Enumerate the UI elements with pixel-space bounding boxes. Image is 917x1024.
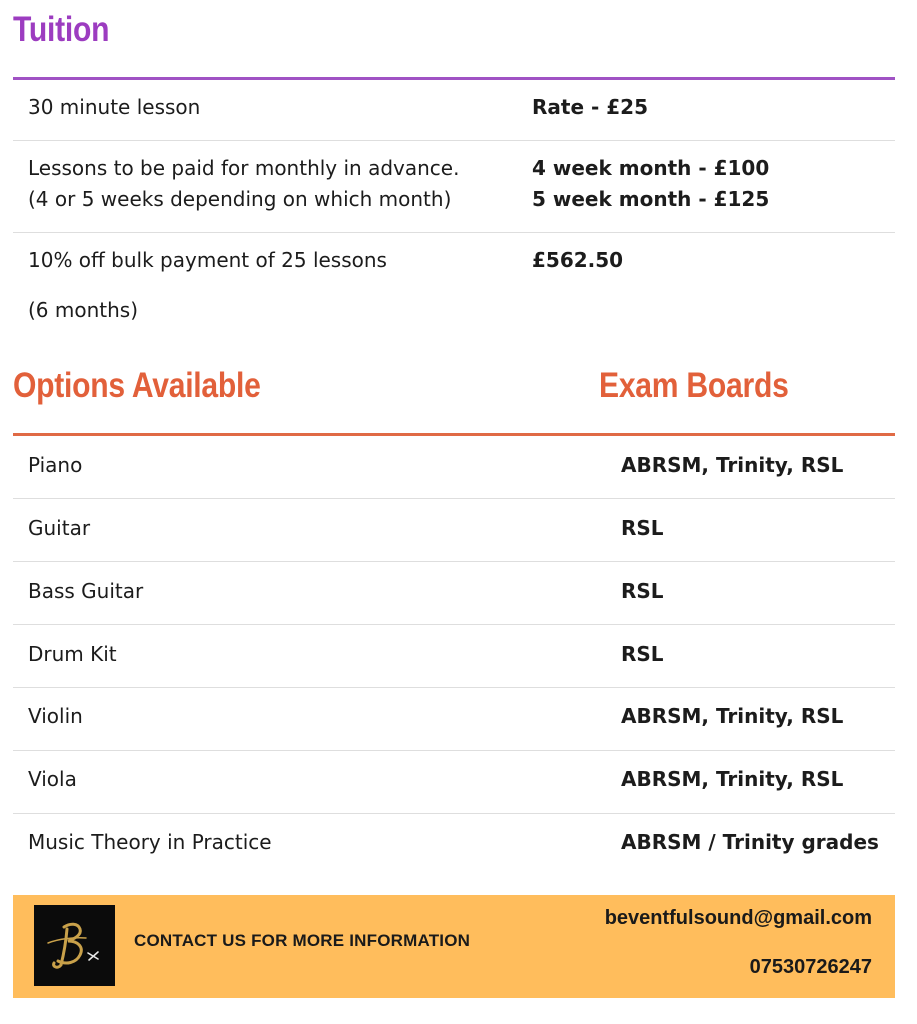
option-row-separator (13, 750, 895, 751)
tuition-row-bulk-label: 10% off bulk payment of 25 lessons (28, 248, 387, 272)
option-exam-boards: RSL (621, 516, 664, 540)
option-instrument: Bass Guitar (28, 579, 144, 603)
option-instrument: Drum Kit (28, 642, 117, 666)
option-row-separator (13, 813, 895, 814)
phone-link[interactable]: 07530726247 (749, 956, 872, 978)
option-exam-boards: ABRSM, Trinity, RSL (621, 453, 844, 477)
option-row-separator (13, 624, 895, 625)
options-heading: Options Available (13, 366, 261, 405)
tuition-heading: Tuition (13, 10, 110, 49)
tuition-row-5-week-price: 5 week month - £125 (532, 187, 770, 211)
tuition-row-lesson-label: 30 minute lesson (28, 95, 201, 119)
option-instrument: Music Theory in Practice (28, 830, 272, 854)
option-exam-boards: RSL (621, 579, 664, 603)
option-row-separator (13, 498, 895, 499)
option-exam-boards: ABRSM, Trinity, RSL (621, 767, 844, 791)
email-link[interactable]: beventfulsound@gmail.com (604, 907, 872, 929)
option-exam-boards: RSL (621, 642, 664, 666)
option-row-separator (13, 687, 895, 688)
tuition-divider (13, 77, 895, 80)
tuition-row-lesson-rate: Rate - £25 (532, 95, 648, 119)
tuition-row-separator (13, 140, 895, 141)
option-instrument: Violin (28, 704, 83, 728)
option-instrument: Piano (28, 453, 83, 477)
tuition-row-bulk-note: (6 months) (28, 298, 139, 322)
option-instrument: Viola (28, 767, 77, 791)
option-instrument: Guitar (28, 516, 91, 540)
b-plus-logo-icon (34, 905, 115, 986)
option-exam-boards: ABRSM / Trinity grades (621, 830, 879, 854)
tuition-row-bulk-price: £562.50 (532, 248, 624, 272)
tuition-row-4-week-price: 4 week month - £100 (532, 156, 770, 180)
tuition-row-separator (13, 232, 895, 233)
option-row-separator (13, 561, 895, 562)
exam-boards-heading: Exam Boards (599, 366, 789, 405)
contact-prompt: CONTACT US FOR MORE INFORMATION (134, 931, 471, 950)
contact-footer (13, 895, 895, 998)
tuition-row-monthly-note: (4 or 5 weeks depending on which month) (28, 187, 452, 211)
options-divider (13, 433, 895, 436)
option-exam-boards: ABRSM, Trinity, RSL (621, 704, 844, 728)
tuition-row-monthly-label: Lessons to be paid for monthly in advance. (28, 156, 460, 180)
